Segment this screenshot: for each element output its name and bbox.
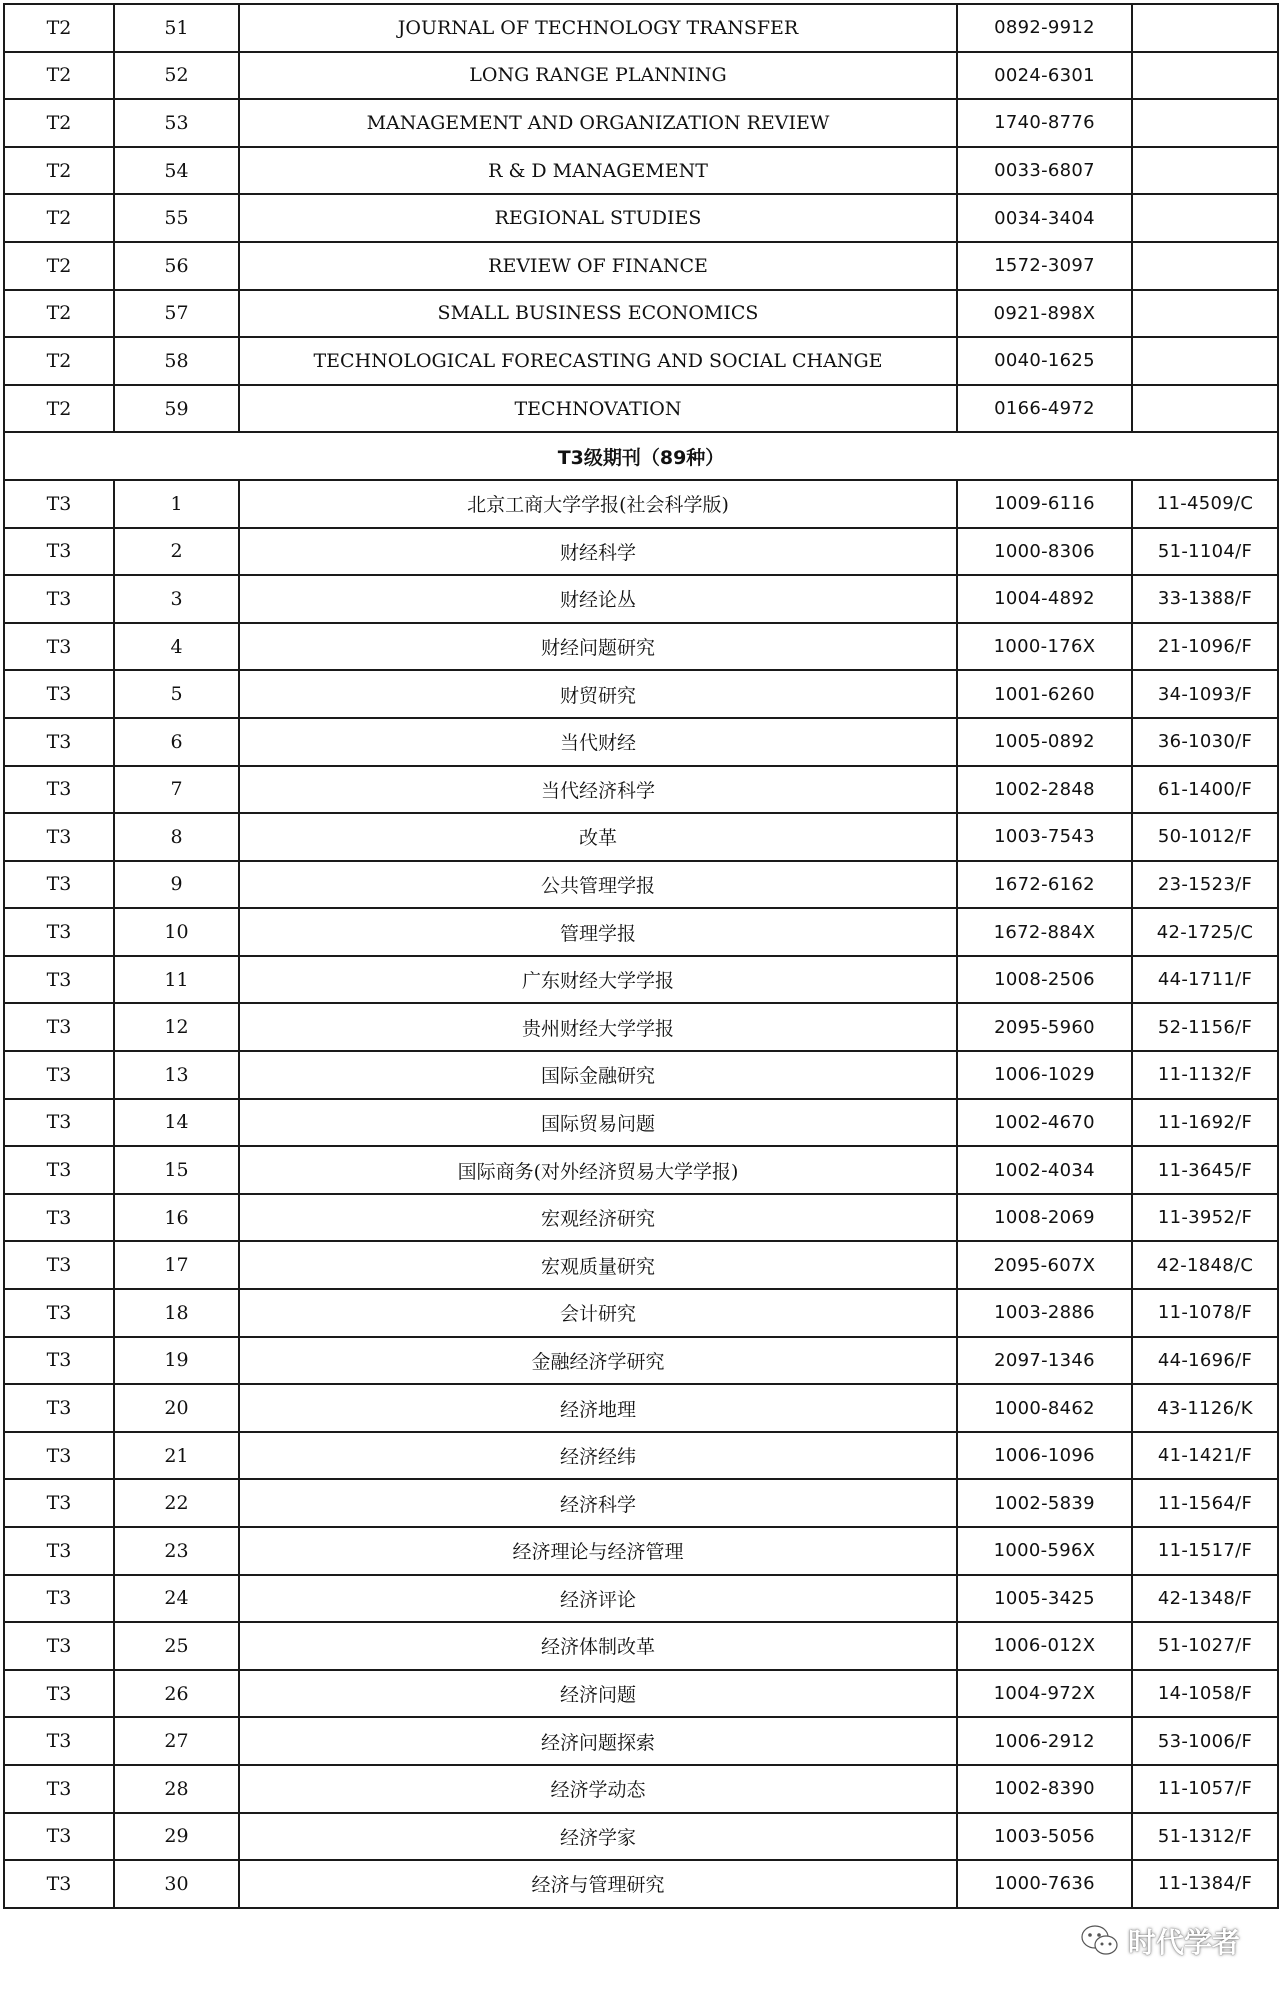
cell-journal-name: 国际贸易问题 <box>239 1099 957 1147</box>
cell-level: T2 <box>4 52 114 100</box>
cell-level: T3 <box>4 1765 114 1813</box>
table-row <box>4 623 1278 671</box>
cell-level: T3 <box>4 1003 114 1051</box>
table-row <box>4 1765 1278 1813</box>
cell-level: T2 <box>4 385 114 433</box>
cell-number: 30 <box>114 1860 239 1908</box>
cell-cn: 53-1006/F <box>1132 1717 1278 1765</box>
cell-journal-name: JOURNAL OF TECHNOLOGY TRANSFER <box>239 4 957 52</box>
cell-cn: 42-1848/C <box>1132 1241 1278 1289</box>
cell-level: T3 <box>4 1194 114 1242</box>
cell-number: 51 <box>114 4 239 52</box>
cell-level: T3 <box>4 480 114 528</box>
cell-level: T3 <box>4 1099 114 1147</box>
watermark-text: 时代学者 <box>1127 1926 1240 1959</box>
cell-journal-name: REVIEW OF FINANCE <box>239 242 957 290</box>
cell-level: T3 <box>4 1479 114 1527</box>
table-row <box>4 528 1278 576</box>
cell-issn: 1006-1096 <box>957 1432 1132 1480</box>
cell-issn: 0892-9912 <box>957 4 1132 52</box>
cell-level: T3 <box>4 1432 114 1480</box>
table-row <box>4 1051 1278 1099</box>
table-row <box>4 1099 1278 1147</box>
cell-cn <box>1132 290 1278 338</box>
watermark <box>1080 1921 1240 1961</box>
section-header-row <box>4 432 1278 480</box>
cell-journal-name: 经济问题探索 <box>239 1717 957 1765</box>
cell-level: T3 <box>4 1146 114 1194</box>
cell-journal-name: 公共管理学报 <box>239 861 957 909</box>
table-row <box>4 1194 1278 1242</box>
cell-issn: 1740-8776 <box>957 99 1132 147</box>
cell-number: 59 <box>114 385 239 433</box>
cell-level: T2 <box>4 4 114 52</box>
cell-issn: 1000-8462 <box>957 1384 1132 1432</box>
cell-journal-name: 经济学家 <box>239 1813 957 1861</box>
cell-cn: 50-1012/F <box>1132 813 1278 861</box>
cell-journal-name: 财经论丛 <box>239 575 957 623</box>
cell-number: 8 <box>114 813 239 861</box>
cell-journal-name: LONG RANGE PLANNING <box>239 52 957 100</box>
cell-issn: 1672-6162 <box>957 861 1132 909</box>
cell-journal-name: 宏观经济研究 <box>239 1194 957 1242</box>
cell-cn: 14-1058/F <box>1132 1670 1278 1718</box>
cell-level: T2 <box>4 242 114 290</box>
table-row <box>4 1289 1278 1337</box>
cell-journal-name: 会计研究 <box>239 1289 957 1337</box>
cell-cn: 36-1030/F <box>1132 718 1278 766</box>
cell-journal-name: 国际金融研究 <box>239 1051 957 1099</box>
cell-journal-name: 经济经纬 <box>239 1432 957 1480</box>
cell-number: 13 <box>114 1051 239 1099</box>
cell-number: 55 <box>114 194 239 242</box>
cell-cn: 11-1078/F <box>1132 1289 1278 1337</box>
cell-cn <box>1132 147 1278 195</box>
table-row <box>4 147 1278 195</box>
cell-level: T2 <box>4 194 114 242</box>
cell-level: T3 <box>4 1575 114 1623</box>
table-row <box>4 1241 1278 1289</box>
table-row <box>4 1527 1278 1575</box>
wechat-icon <box>1080 1924 1120 1958</box>
cell-issn: 1006-2912 <box>957 1717 1132 1765</box>
cell-level: T3 <box>4 1337 114 1385</box>
table-row <box>4 52 1278 100</box>
table-row <box>4 908 1278 956</box>
table-row <box>4 1337 1278 1385</box>
cell-number: 3 <box>114 575 239 623</box>
cell-number: 6 <box>114 718 239 766</box>
cell-journal-name: 宏观质量研究 <box>239 1241 957 1289</box>
cell-level: T3 <box>4 908 114 956</box>
cell-level: T3 <box>4 1813 114 1861</box>
cell-number: 56 <box>114 242 239 290</box>
table-row <box>4 766 1278 814</box>
cell-level: T3 <box>4 813 114 861</box>
cell-cn: 51-1104/F <box>1132 528 1278 576</box>
table-row <box>4 385 1278 433</box>
cell-issn: 1005-3425 <box>957 1575 1132 1623</box>
cell-level: T3 <box>4 1622 114 1670</box>
table-row <box>4 1717 1278 1765</box>
cell-issn: 1000-7636 <box>957 1860 1132 1908</box>
cell-number: 4 <box>114 623 239 671</box>
cell-issn: 1672-884X <box>957 908 1132 956</box>
cell-journal-name: R & D MANAGEMENT <box>239 147 957 195</box>
cell-journal-name: 财经问题研究 <box>239 623 957 671</box>
cell-cn: 11-1057/F <box>1132 1765 1278 1813</box>
cell-level: T3 <box>4 956 114 1004</box>
cell-cn: 11-1384/F <box>1132 1860 1278 1908</box>
cell-level: T3 <box>4 1717 114 1765</box>
cell-level: T3 <box>4 1527 114 1575</box>
cell-number: 14 <box>114 1099 239 1147</box>
cell-issn: 0024-6301 <box>957 52 1132 100</box>
cell-number: 18 <box>114 1289 239 1337</box>
cell-level: T3 <box>4 670 114 718</box>
cell-number: 19 <box>114 1337 239 1385</box>
cell-cn <box>1132 4 1278 52</box>
cell-cn: 11-3645/F <box>1132 1146 1278 1194</box>
cell-journal-name: 金融经济学研究 <box>239 1337 957 1385</box>
cell-journal-name: 改革 <box>239 813 957 861</box>
cell-number: 7 <box>114 766 239 814</box>
cell-cn: 42-1348/F <box>1132 1575 1278 1623</box>
cell-cn <box>1132 99 1278 147</box>
cell-cn: 11-1564/F <box>1132 1479 1278 1527</box>
table-row <box>4 1860 1278 1908</box>
cell-number: 2 <box>114 528 239 576</box>
cell-journal-name: 管理学报 <box>239 908 957 956</box>
table-row <box>4 1670 1278 1718</box>
cell-journal-name: 经济评论 <box>239 1575 957 1623</box>
t2-rows <box>4 4 1278 432</box>
table-row <box>4 194 1278 242</box>
cell-journal-name: MANAGEMENT AND ORGANIZATION REVIEW <box>239 99 957 147</box>
cell-journal-name: 经济体制改革 <box>239 1622 957 1670</box>
cell-number: 29 <box>114 1813 239 1861</box>
table-row <box>4 1146 1278 1194</box>
cell-number: 17 <box>114 1241 239 1289</box>
cell-cn: 11-1132/F <box>1132 1051 1278 1099</box>
cell-cn: 21-1096/F <box>1132 623 1278 671</box>
cell-issn: 0034-3404 <box>957 194 1132 242</box>
cell-number: 27 <box>114 1717 239 1765</box>
table-row <box>4 1813 1278 1861</box>
cell-number: 54 <box>114 147 239 195</box>
cell-cn: 34-1093/F <box>1132 670 1278 718</box>
cell-level: T3 <box>4 528 114 576</box>
table-row <box>4 861 1278 909</box>
cell-cn: 41-1421/F <box>1132 1432 1278 1480</box>
cell-journal-name: 国际商务(对外经济贸易大学学报) <box>239 1146 957 1194</box>
table-row <box>4 1384 1278 1432</box>
cell-issn: 2095-607X <box>957 1241 1132 1289</box>
cell-number: 57 <box>114 290 239 338</box>
cell-issn: 1002-4670 <box>957 1099 1132 1147</box>
cell-journal-name: 经济学动态 <box>239 1765 957 1813</box>
cell-level: T2 <box>4 99 114 147</box>
cell-issn: 2097-1346 <box>957 1337 1132 1385</box>
cell-number: 26 <box>114 1670 239 1718</box>
cell-cn: 44-1696/F <box>1132 1337 1278 1385</box>
cell-issn: 1008-2506 <box>957 956 1132 1004</box>
cell-level: T3 <box>4 1051 114 1099</box>
table-row <box>4 242 1278 290</box>
cell-issn: 1000-596X <box>957 1527 1132 1575</box>
table-row <box>4 337 1278 385</box>
cell-issn: 1004-972X <box>957 1670 1132 1718</box>
table-row <box>4 1622 1278 1670</box>
cell-number: 21 <box>114 1432 239 1480</box>
cell-issn: 1009-6116 <box>957 480 1132 528</box>
cell-number: 11 <box>114 956 239 1004</box>
cell-cn: 11-4509/C <box>1132 480 1278 528</box>
table-row <box>4 670 1278 718</box>
cell-cn <box>1132 337 1278 385</box>
table-row <box>4 575 1278 623</box>
cell-level: T2 <box>4 147 114 195</box>
cell-issn: 0921-898X <box>957 290 1132 338</box>
cell-journal-name: 广东财经大学学报 <box>239 956 957 1004</box>
cell-journal-name: 经济问题 <box>239 1670 957 1718</box>
cell-issn: 1006-012X <box>957 1622 1132 1670</box>
cell-level: T3 <box>4 861 114 909</box>
table-row <box>4 480 1278 528</box>
table-row <box>4 99 1278 147</box>
cell-issn: 1000-8306 <box>957 528 1132 576</box>
cell-level: T3 <box>4 1670 114 1718</box>
cell-level: T2 <box>4 337 114 385</box>
cell-issn: 2095-5960 <box>957 1003 1132 1051</box>
cell-number: 24 <box>114 1575 239 1623</box>
journal-list-sheet <box>3 3 1277 1909</box>
cell-issn: 1002-5839 <box>957 1479 1132 1527</box>
cell-number: 25 <box>114 1622 239 1670</box>
cell-number: 52 <box>114 52 239 100</box>
cell-journal-name: 经济地理 <box>239 1384 957 1432</box>
cell-cn: 11-1692/F <box>1132 1099 1278 1147</box>
cell-level: T3 <box>4 623 114 671</box>
cell-level: T3 <box>4 1241 114 1289</box>
cell-cn <box>1132 242 1278 290</box>
cell-journal-name: 财贸研究 <box>239 670 957 718</box>
cell-journal-name: TECHNOVATION <box>239 385 957 433</box>
t3-rows <box>4 480 1278 1908</box>
cell-number: 53 <box>114 99 239 147</box>
cell-cn: 44-1711/F <box>1132 956 1278 1004</box>
cell-journal-name: 贵州财经大学学报 <box>239 1003 957 1051</box>
cell-issn: 1572-3097 <box>957 242 1132 290</box>
cell-issn: 1002-4034 <box>957 1146 1132 1194</box>
cell-journal-name: 当代经济科学 <box>239 766 957 814</box>
cell-level: T3 <box>4 1384 114 1432</box>
table-row <box>4 718 1278 766</box>
cell-journal-name: 经济科学 <box>239 1479 957 1527</box>
cell-journal-name: 经济理论与经济管理 <box>239 1527 957 1575</box>
cell-level: T3 <box>4 1860 114 1908</box>
cell-cn <box>1132 52 1278 100</box>
journal-table <box>3 3 1279 1909</box>
cell-number: 5 <box>114 670 239 718</box>
cell-issn: 1006-1029 <box>957 1051 1132 1099</box>
cell-number: 28 <box>114 1765 239 1813</box>
cell-number: 15 <box>114 1146 239 1194</box>
table-row <box>4 956 1278 1004</box>
cell-issn: 1001-6260 <box>957 670 1132 718</box>
cell-number: 20 <box>114 1384 239 1432</box>
cell-number: 1 <box>114 480 239 528</box>
t3-section <box>4 432 1278 480</box>
cell-cn: 43-1126/K <box>1132 1384 1278 1432</box>
section-header: T3级期刊（89种） <box>4 432 1278 480</box>
cell-issn: 0040-1625 <box>957 337 1132 385</box>
cell-cn: 11-3952/F <box>1132 1194 1278 1242</box>
cell-issn: 1003-5056 <box>957 1813 1132 1861</box>
cell-number: 22 <box>114 1479 239 1527</box>
cell-number: 58 <box>114 337 239 385</box>
table-row <box>4 1479 1278 1527</box>
table-row <box>4 1003 1278 1051</box>
cell-cn: 52-1156/F <box>1132 1003 1278 1051</box>
cell-cn: 11-1517/F <box>1132 1527 1278 1575</box>
cell-level: T3 <box>4 766 114 814</box>
cell-cn: 61-1400/F <box>1132 766 1278 814</box>
table-row <box>4 1575 1278 1623</box>
table-row <box>4 290 1278 338</box>
cell-issn: 0166-4972 <box>957 385 1132 433</box>
cell-number: 23 <box>114 1527 239 1575</box>
cell-journal-name: 当代财经 <box>239 718 957 766</box>
cell-journal-name: 经济与管理研究 <box>239 1860 957 1908</box>
cell-journal-name: TECHNOLOGICAL FORECASTING AND SOCIAL CHANGE <box>239 337 957 385</box>
cell-number: 9 <box>114 861 239 909</box>
cell-issn: 1002-8390 <box>957 1765 1132 1813</box>
cell-cn: 51-1027/F <box>1132 1622 1278 1670</box>
table-row <box>4 1432 1278 1480</box>
cell-issn: 1002-2848 <box>957 766 1132 814</box>
cell-cn: 33-1388/F <box>1132 575 1278 623</box>
cell-issn: 1005-0892 <box>957 718 1132 766</box>
table-row <box>4 813 1278 861</box>
cell-journal-name: 财经科学 <box>239 528 957 576</box>
cell-journal-name: SMALL BUSINESS ECONOMICS <box>239 290 957 338</box>
cell-journal-name: REGIONAL STUDIES <box>239 194 957 242</box>
cell-cn <box>1132 194 1278 242</box>
cell-issn: 1008-2069 <box>957 1194 1132 1242</box>
cell-issn: 1003-7543 <box>957 813 1132 861</box>
cell-journal-name: 北京工商大学学报(社会科学版) <box>239 480 957 528</box>
cell-number: 12 <box>114 1003 239 1051</box>
cell-issn: 0033-6807 <box>957 147 1132 195</box>
cell-level: T2 <box>4 290 114 338</box>
cell-cn: 51-1312/F <box>1132 1813 1278 1861</box>
cell-issn: 1003-2886 <box>957 1289 1132 1337</box>
cell-number: 10 <box>114 908 239 956</box>
cell-level: T3 <box>4 575 114 623</box>
cell-level: T3 <box>4 1289 114 1337</box>
cell-issn: 1004-4892 <box>957 575 1132 623</box>
table-row <box>4 4 1278 52</box>
cell-number: 16 <box>114 1194 239 1242</box>
cell-issn: 1000-176X <box>957 623 1132 671</box>
cell-cn: 42-1725/C <box>1132 908 1278 956</box>
cell-level: T3 <box>4 718 114 766</box>
cell-cn: 23-1523/F <box>1132 861 1278 909</box>
cell-cn <box>1132 385 1278 433</box>
